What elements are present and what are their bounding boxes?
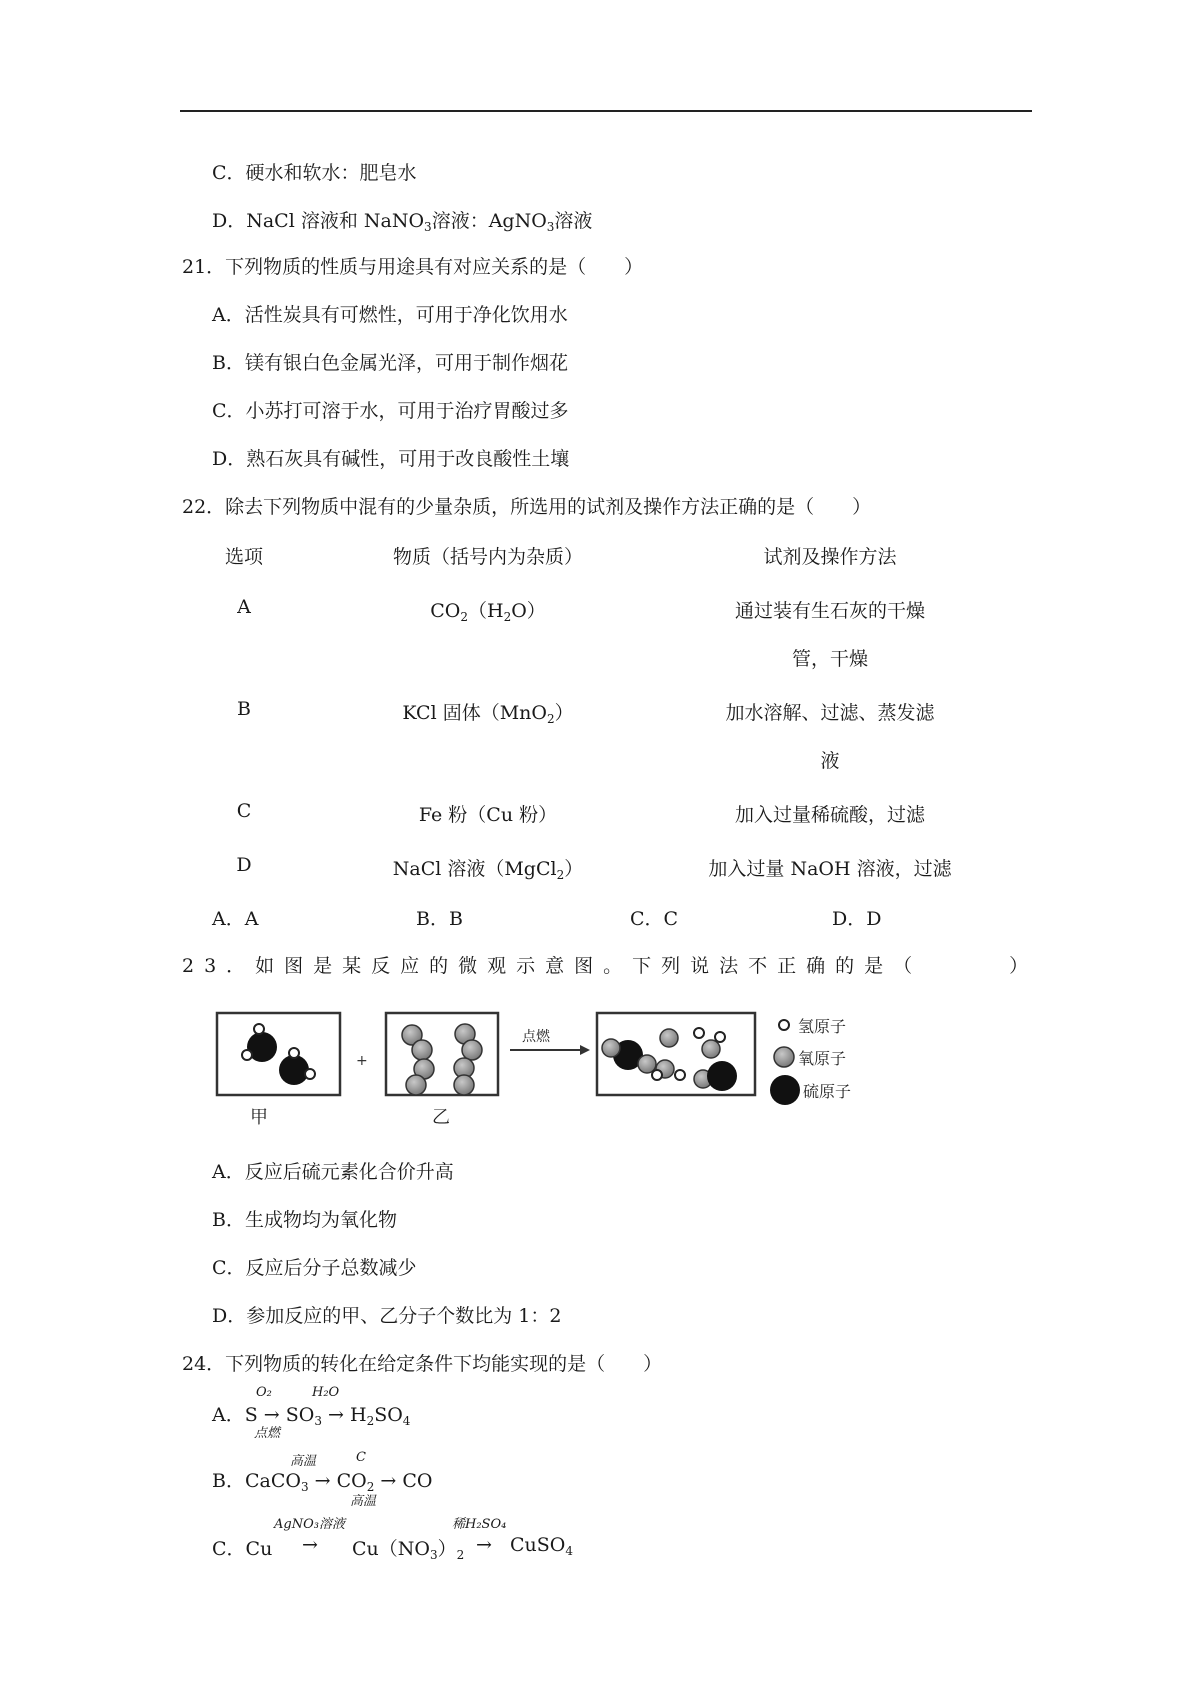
table-row-c-option: C — [236, 800, 252, 822]
q21-option-b: B．镁有银白色金属光泽，可用于制作烟花 — [212, 352, 568, 374]
legend-hydrogen-icon — [779, 1020, 789, 1030]
q22-answer-a: A．A — [212, 908, 259, 930]
hydrogen-atom — [242, 1050, 252, 1060]
reaction-diagram — [210, 1005, 930, 1135]
table-row-d-substance: NaCl 溶液（MgCl$_2$） — [392, 858, 584, 882]
legend-oxygen-icon — [774, 1047, 794, 1067]
q24-a-below-1: 点燃 — [254, 1426, 281, 1441]
q24-a-above-1: O₂ — [256, 1385, 272, 1400]
header-rule — [180, 110, 1032, 112]
q21-option-c: C．小苏打可溶于水，可用于治疗胃酸过多 — [212, 400, 569, 422]
oxygen-atom — [462, 1040, 482, 1060]
q23-option-d: D．参加反应的甲、乙分子个数比为 1：2 — [212, 1305, 562, 1327]
q24-c-above-1: AgNO₃溶液 — [274, 1517, 345, 1532]
table-row-b-method-2: 液 — [820, 750, 840, 772]
q24-b-below-2: 高温 — [350, 1494, 377, 1509]
q24-a-above-2: H₂O — [312, 1385, 340, 1400]
q20-option-d: D．NaCl 溶液和 NaNO$_3$溶液：AgNO$_3$溶液 — [212, 210, 593, 234]
table-row-a-substance: $CO_2(H_2O)$ — [430, 600, 546, 624]
q23-option-a: A．反应后硫元素化合价升高 — [212, 1161, 454, 1183]
table-row-d-method: 加入过量 NaOH 溶液，过滤 — [708, 858, 952, 880]
q24-b-label: B．CaCO — [212, 1470, 301, 1492]
table-header-option: 选项 — [224, 546, 264, 568]
q22-stem: 22．除去下列物质中混有的少量杂质，所选用的试剂及操作方法正确的是（ ） — [182, 496, 872, 518]
oxygen-atom — [702, 1040, 720, 1058]
box-jia — [217, 1013, 340, 1095]
q23-stem: 23．如图是某反应的微观示意图。下列说法不正确的是（ ） — [182, 955, 1039, 977]
legend-sulfur-icon — [770, 1075, 800, 1105]
hydrogen-atom — [652, 1070, 662, 1080]
plus-sign: + — [356, 1053, 368, 1069]
arrow-head — [580, 1045, 590, 1055]
q21-option-d: D．熟石灰具有碱性，可用于改良酸性土壤 — [212, 448, 570, 470]
legend-sulfur-label: 硫原子 — [803, 1082, 852, 1101]
oxygen-atom — [602, 1039, 620, 1057]
table-header-method: 试剂及操作方法 — [763, 546, 897, 568]
hydrogen-atom — [715, 1032, 725, 1042]
q22-answer-b: B．B — [416, 908, 463, 930]
hydrogen-atom — [305, 1069, 315, 1079]
table-row-b-option: B — [237, 698, 251, 720]
q20-option-c: C．硬水和软水：肥皂水 — [212, 162, 417, 184]
sulfur-atom — [279, 1055, 309, 1085]
table-row-c-substance: Fe 粉（Cu 粉） — [418, 804, 558, 826]
q24-a-label: A．S — [212, 1404, 258, 1426]
oxygen-atom — [660, 1029, 678, 1047]
q24-b-above-2: C — [356, 1450, 366, 1465]
sulfur-atom — [707, 1061, 737, 1091]
table-header-substance: 物质（括号内为杂质） — [392, 546, 584, 568]
oxygen-atom — [454, 1075, 474, 1095]
hydrogen-atom — [254, 1024, 264, 1034]
table-row-a-method-2: 管，干燥 — [791, 648, 869, 670]
table-row-a-method-1: 通过装有生石灰的干燥 — [734, 600, 926, 622]
q23-option-b: B．生成物均为氧化物 — [212, 1209, 397, 1231]
table-row-c-method: 加入过量稀硫酸，过滤 — [734, 804, 926, 826]
legend-oxygen-label: 氧原子 — [798, 1049, 847, 1068]
table-row-b-substance: KCl 固体（MnO$_2$） — [402, 702, 574, 726]
hydrogen-atom — [675, 1070, 685, 1080]
oxygen-atom — [406, 1075, 426, 1095]
label-yi: 乙 — [432, 1107, 450, 1128]
table-row-b-method-1: 加水溶解、过滤、蒸发滤 — [725, 702, 935, 724]
q23-option-c: C．反应后分子总数减少 — [212, 1257, 417, 1279]
arrow-label: 点燃 — [522, 1029, 550, 1045]
table-row-d-option: D — [236, 854, 252, 876]
q22-answer-c: C．C — [630, 908, 679, 930]
hydrogen-atom — [694, 1028, 704, 1038]
label-jia: 甲 — [250, 1107, 268, 1128]
q24-b-above-1: 高温 — [290, 1454, 317, 1469]
oxygen-atom — [412, 1040, 432, 1060]
q22-answer-d: D．D — [832, 908, 882, 930]
hydrogen-atom — [289, 1048, 299, 1058]
table-row-a-option: A — [237, 596, 251, 618]
q24-c-above-2: 稀H₂SO₄ — [452, 1517, 507, 1532]
q24-c-label: C．Cu — [212, 1538, 273, 1560]
q21-stem: 21．下列物质的性质与用途具有对应关系的是（ ） — [182, 256, 644, 278]
q24-stem: 24．下列物质的转化在给定条件下均能实现的是（ ） — [182, 1353, 663, 1375]
legend-hydrogen-label: 氢原子 — [798, 1017, 847, 1036]
q21-option-a: A．活性炭具有可燃性，可用于净化饮用水 — [212, 304, 568, 326]
